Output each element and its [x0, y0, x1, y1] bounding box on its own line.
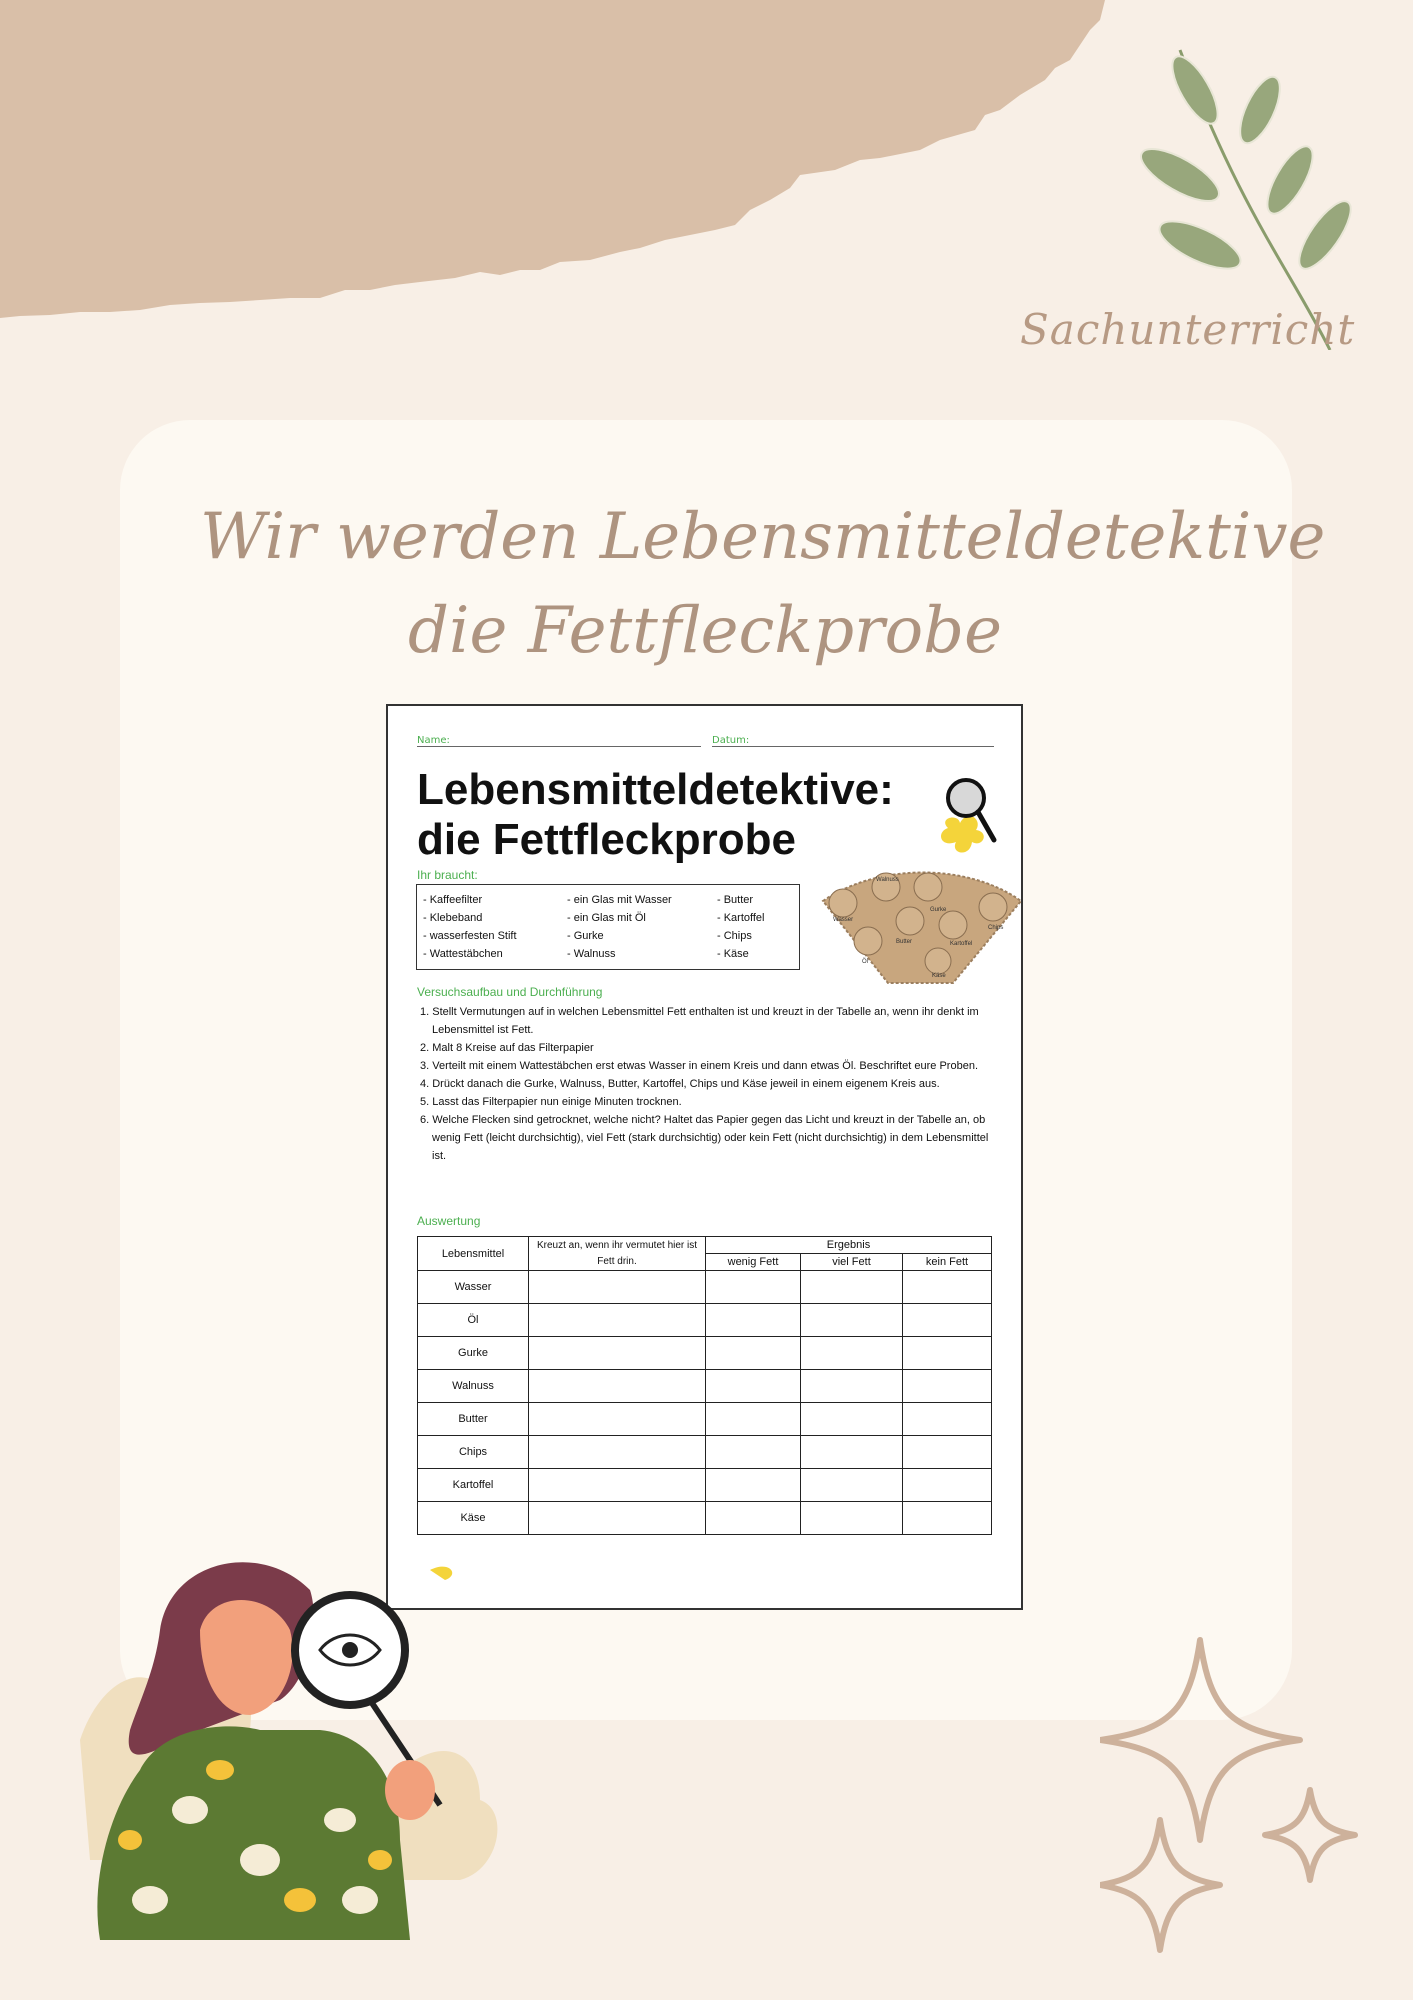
header-guess: Kreuzt an, wenn ihr vermutet hier ist Fett drin. — [529, 1237, 706, 1271]
worksheet-title: Lebensmitteldetektive: die Fettfleckprobe — [417, 765, 894, 864]
header-much-fat: viel Fett — [801, 1254, 903, 1271]
title-line-2: die Fettfleckprobe — [408, 594, 1002, 668]
filter-label: Öl — [862, 959, 868, 965]
filter-label: Kartoffel — [950, 941, 973, 947]
table-row: Chips — [418, 1436, 992, 1469]
materials-col-2: - ein Glas mit Wasser - ein Glas mit Öl - Gurke - Walnuss — [567, 894, 672, 960]
detective-girl-illustration — [60, 1480, 540, 1980]
filter-label: Walnuss — [876, 877, 899, 883]
evaluation-heading: Auswertung — [417, 1214, 481, 1228]
magnifier-icon — [928, 768, 1008, 878]
header-little-fat: wenig Fett — [706, 1254, 801, 1271]
subject-label: Sachunterricht — [1020, 305, 1356, 354]
step: 2. Malt 8 Kreise auf das Filterpapier — [420, 1042, 594, 1054]
date-field: Datum: — [712, 735, 994, 747]
step: 5. Lasst das Filterpapier nun einige Minuten trocknen. — [420, 1096, 682, 1108]
table-row: Gurke — [418, 1337, 992, 1370]
worksheet-preview — [386, 704, 1023, 1610]
header-food: Lebensmittel — [418, 1237, 529, 1271]
leaves-icon — [1120, 30, 1370, 350]
filter-label: Butter — [896, 939, 913, 945]
filter-label: Wasser — [833, 917, 854, 923]
table-row: Öl — [418, 1304, 992, 1337]
materials-col-3: - Butter - Kartoffel - Chips - Käse — [717, 894, 765, 960]
needs-heading: Ihr braucht: — [417, 868, 478, 882]
procedure-steps — [416, 1003, 996, 1165]
title-line-1: Wir werden Lebensmitteldetektive — [200, 500, 1326, 574]
filter-label: Käse — [932, 973, 946, 979]
table-row: Wasser — [418, 1271, 992, 1304]
header-result: Ergebnis — [706, 1237, 992, 1254]
procedure-heading: Versuchsaufbau und Durchführung — [417, 985, 603, 999]
filter-label: Gurke — [930, 907, 947, 913]
table-row: Käse — [418, 1502, 992, 1535]
materials-box — [416, 884, 800, 970]
step: 4. Drückt danach die Gurke, Walnuss, Butter, Kartoffel, Chips und Käse jeweil in einem eigenem Kreis aus. — [420, 1078, 940, 1090]
table-row: Kartoffel — [418, 1469, 992, 1502]
step: 3. Verteilt mit einem Wattestäbchen erst etwas Wasser in einem Kreis und dann etwas Öl. Beschriftet eure Proben. — [420, 1060, 978, 1072]
sparkle-icon — [1100, 1620, 1400, 1990]
step: 6. Welche Flecken sind getrocknet, welche nicht? Haltet das Papier gegen das Licht und kreuzt in der Tabelle an, ob wenig Fett (leicht durchsichtig), viel Fett (stark durchsichtig) oder kein Fett (nicht durchsichtig) in dem Lebensmittel ist. — [420, 1114, 989, 1162]
name-field: Name: — [417, 735, 701, 747]
page-title — [200, 490, 1326, 678]
table-row: Walnuss — [418, 1370, 992, 1403]
table-row: Butter — [418, 1403, 992, 1436]
step: 1. Stellt Vermutungen auf in welchen Lebensmittel Fett enthalten ist und kreuzt in der Tabelle an, wenn ihr denkt im Lebensmittel ist Fett. — [420, 1006, 979, 1036]
header-no-fat: kein Fett — [903, 1254, 992, 1271]
filter-label: Chips — [988, 925, 1004, 931]
materials-col-1: - Kaffeefilter - Klebeband - wasserfesten Stift - Wattestäbchen — [423, 894, 517, 960]
coffee-filter-illustration — [818, 871, 1023, 986]
